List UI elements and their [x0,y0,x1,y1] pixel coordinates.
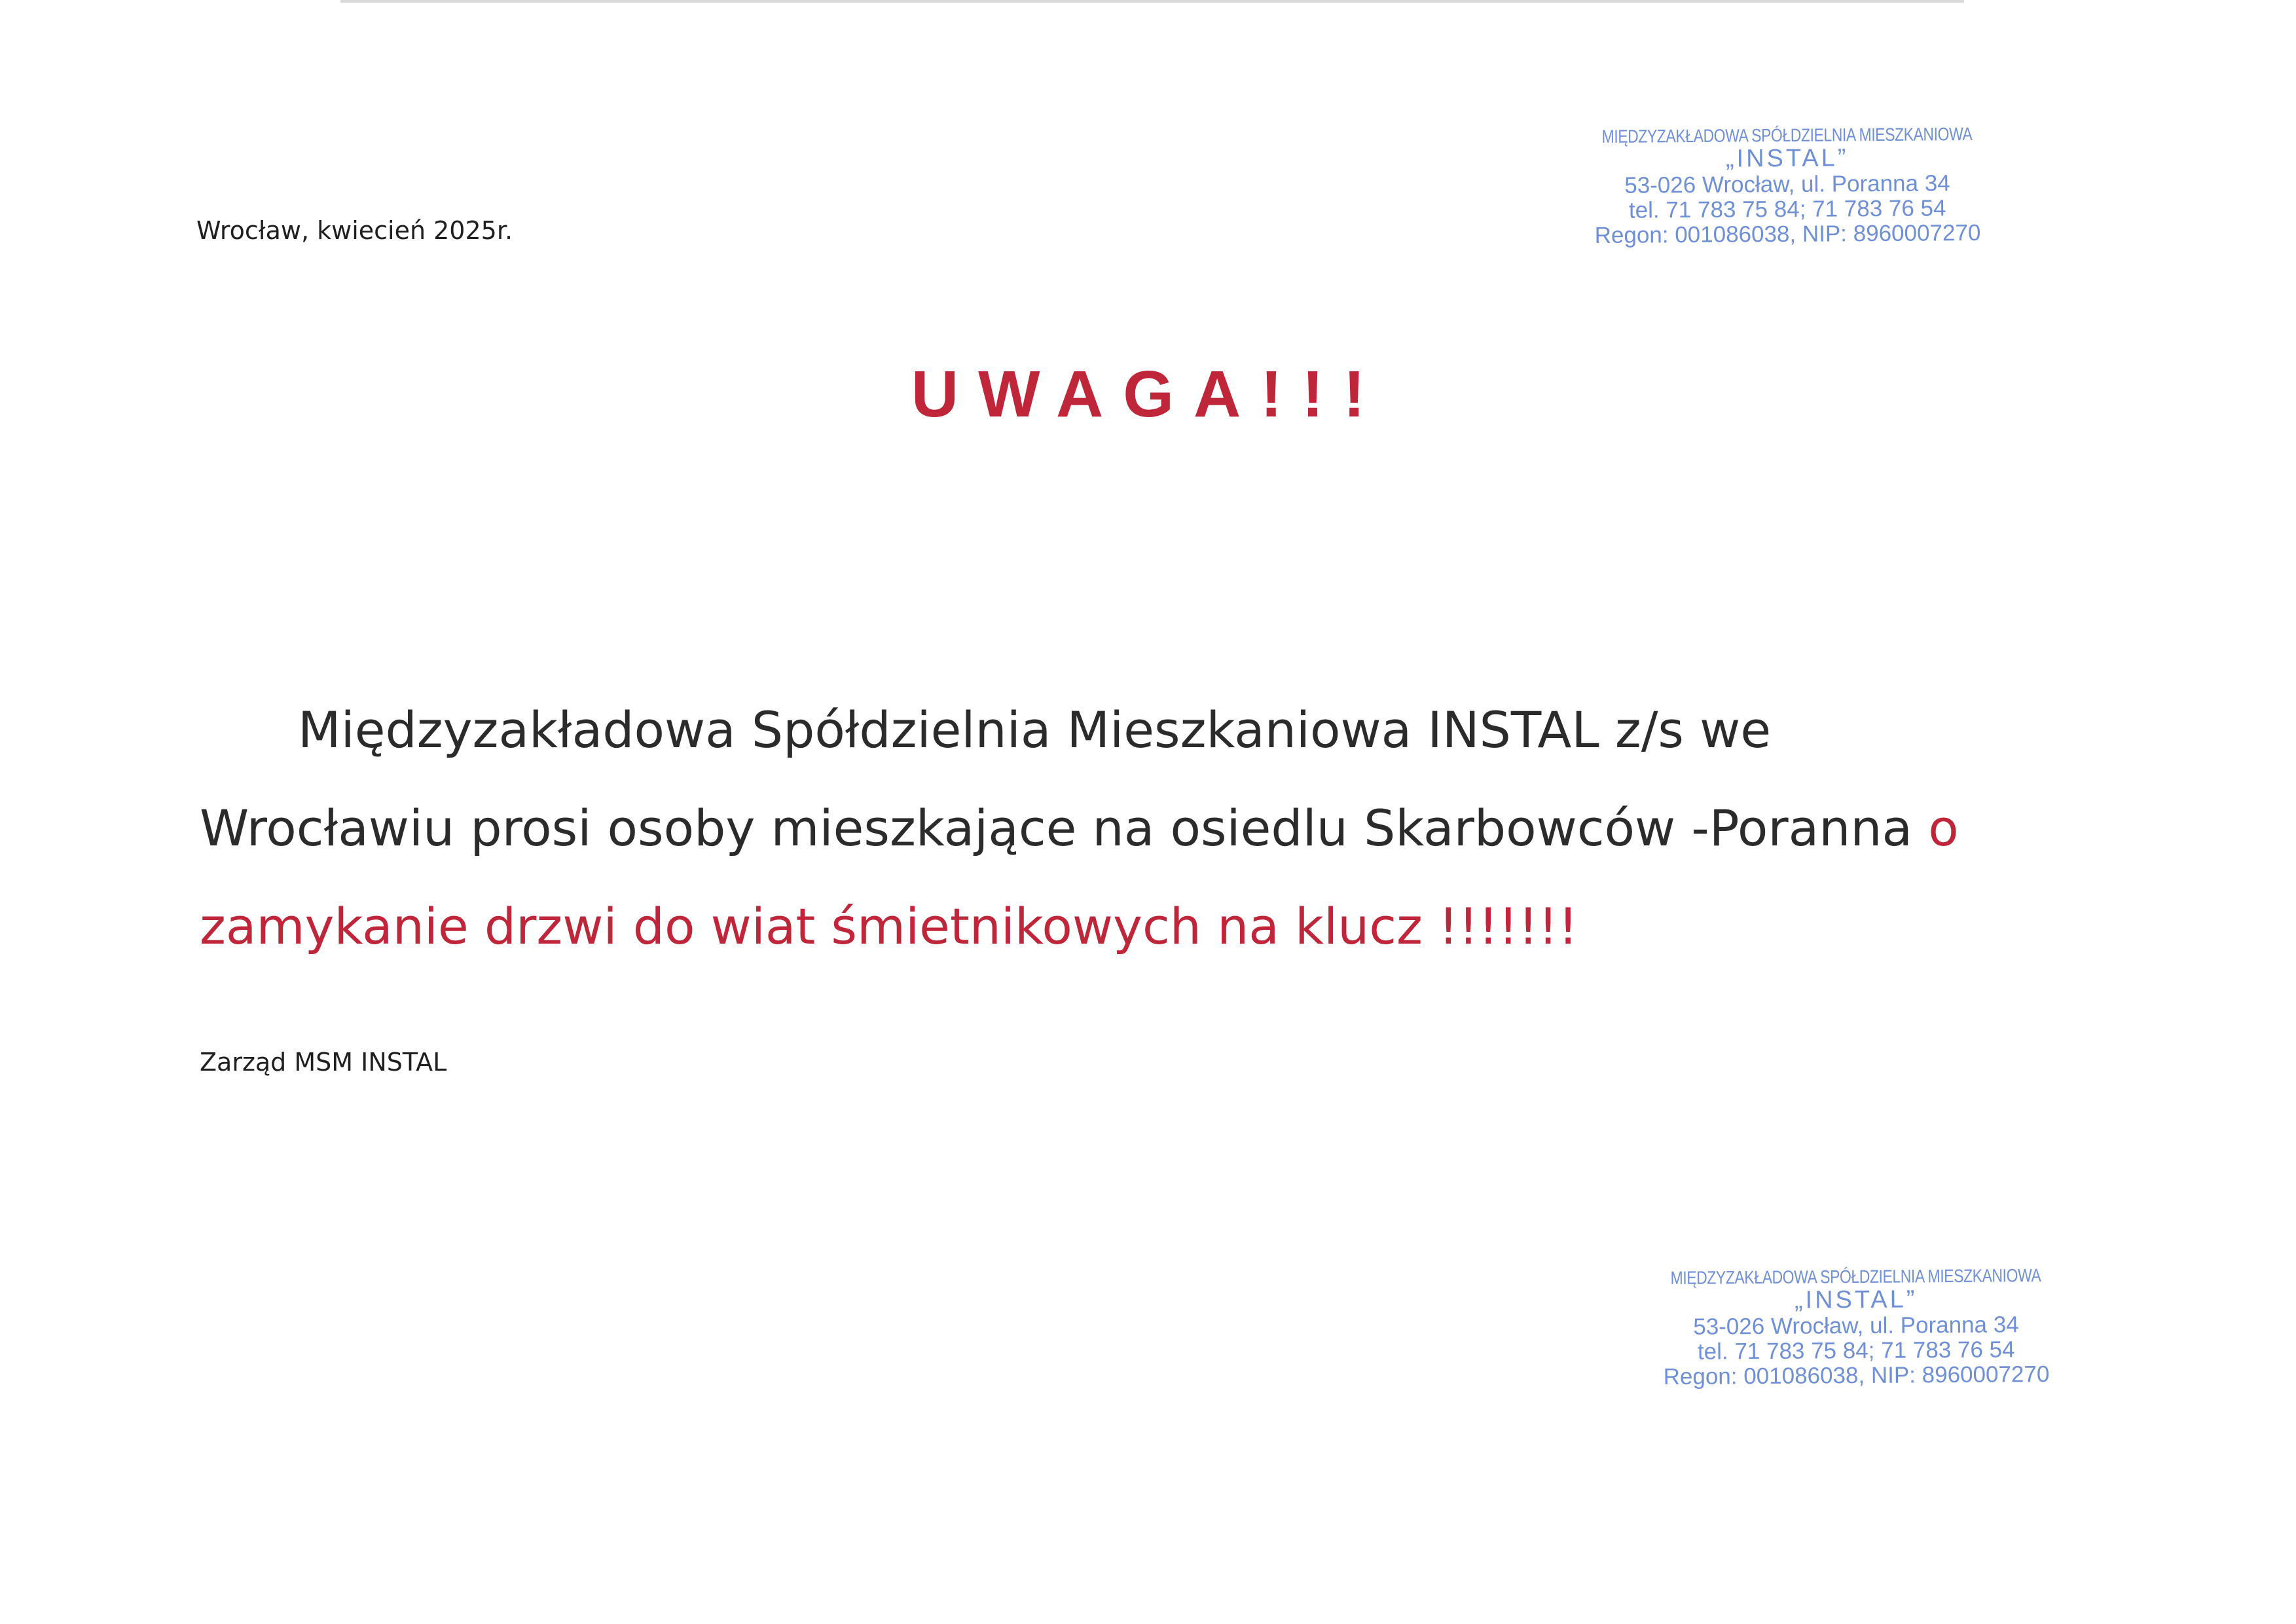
stamp-address: 53-026 Wrocław, ul. Poranna 34 [1693,1312,2019,1340]
stamp-name: „INSTAL” [1725,144,1849,173]
body-line-3: zamykanie drzwi do wiat śmietnikowych na klucz !!!!!!! [200,897,1578,955]
page-title: UWAGA!!! [911,358,1385,431]
stamp-phone: tel. 71 783 75 84; 71 783 76 54 [1697,1337,2015,1365]
stamp-org: MIĘDZYZAKŁADOWA SPÓŁDZIELNIA MIESZKANIOWA [1601,124,1973,147]
notice-body [200,681,2131,976]
date-line: Wrocław, kwiecień 2025r. [196,216,513,245]
stamp-ids: Regon: 001086038, NIP: 8960007270 [1663,1361,2050,1390]
stamp-address: 53-026 Wrocław, ul. Poranna 34 [1624,170,1950,199]
company-stamp-bottom [1626,1266,2085,1390]
body-line-1 [200,681,2131,779]
company-stamp-top [1558,124,2016,249]
signature: Zarząd MSM INSTAL [200,1048,447,1077]
stamp-org: MIĘDZYZAKŁADOWA SPÓŁDZIELNIA MIESZKANIOWA [1670,1265,2041,1288]
body-line-2-red: o [1928,799,1959,857]
body-line-1-text: Międzyzakładowa Spółdzielnia Mieszkaniowa INSTAL z/s we [298,701,1772,759]
body-line-2-text: Wrocławiu prosi osoby mieszkające na osiedlu Skarbowców -Poranna [200,799,1913,857]
stamp-phone: tel. 71 783 75 84; 71 783 76 54 [1628,195,1946,223]
stamp-name: „INSTAL” [1794,1285,1918,1314]
stamp-ids: Regon: 001086038, NIP: 8960007270 [1594,219,1981,248]
scan-edge-line [340,0,1964,3]
body-line-2 [200,779,2131,877]
